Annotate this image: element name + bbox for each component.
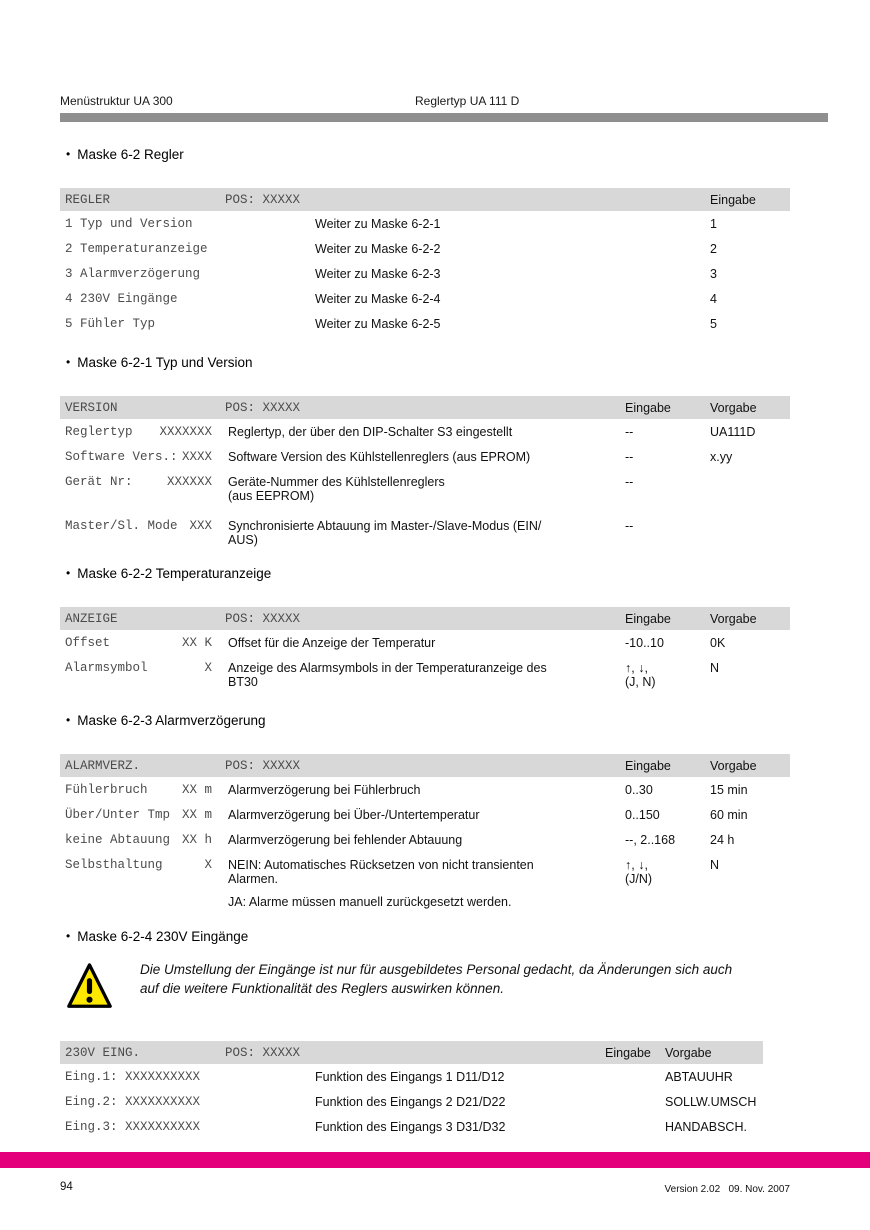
bullet-icon: • bbox=[66, 713, 71, 727]
col-vorgabe-header: Vorgabe bbox=[710, 758, 757, 773]
cell-eingabe: 3 bbox=[710, 267, 717, 281]
bullet-icon: • bbox=[66, 147, 71, 161]
row-description: Reglertyp, der über den DIP-Schalter S3 eingestellt bbox=[228, 425, 513, 439]
row-value: XXXXXXX bbox=[159, 425, 212, 439]
cell-vorgabe: UA111D bbox=[710, 425, 756, 439]
table-title: ALARMVERZ. bbox=[65, 758, 141, 773]
col-vorgabe-header: Vorgabe bbox=[665, 1045, 712, 1060]
row-description: Weiter zu Maske 6-2-3 bbox=[315, 267, 441, 281]
row-label: keine Abtauung bbox=[65, 833, 171, 847]
row-description: Weiter zu Maske 6-2-2 bbox=[315, 242, 441, 256]
row-label: Master/Sl. Mode bbox=[65, 519, 178, 533]
header-right-title: Reglertyp UA 111 D bbox=[415, 94, 520, 108]
pos-field: POS: XXXXX bbox=[225, 611, 301, 626]
cell-vorgabe: HANDABSCH. bbox=[665, 1120, 747, 1134]
row-label: 5 Fühler Typ bbox=[65, 317, 156, 331]
bullet-icon: • bbox=[66, 929, 71, 943]
header-left-title: Menüstruktur UA 300 bbox=[60, 94, 173, 108]
table-row bbox=[60, 311, 790, 336]
row-value: X bbox=[204, 661, 212, 675]
row-value: X bbox=[204, 858, 212, 872]
row-label: Reglertyp bbox=[65, 425, 133, 439]
section-title-maske-6-2-4: • Maske 6-2-4 230V Eingänge bbox=[66, 929, 249, 944]
table-regler bbox=[60, 188, 790, 336]
row-value: XX K bbox=[181, 636, 212, 650]
bullet-icon: • bbox=[66, 566, 71, 580]
page-number: 94 bbox=[60, 1181, 73, 1193]
cell-eingabe: -- bbox=[625, 450, 634, 464]
row-description: Funktion des Eingangs 3 D31/D32 bbox=[315, 1120, 506, 1134]
table-row bbox=[60, 261, 790, 286]
cell-eingabe: -10..10 bbox=[625, 636, 664, 650]
table-row bbox=[60, 1114, 763, 1139]
cell-eingabe: (J/N) bbox=[625, 872, 653, 886]
pos-field: POS: XXXXX bbox=[225, 192, 301, 207]
bullet-icon: • bbox=[66, 355, 71, 369]
table-row bbox=[60, 236, 790, 261]
row-description: BT30 bbox=[228, 675, 258, 689]
col-eingabe-header: Eingabe bbox=[710, 192, 756, 207]
row-description: Funktion des Eingangs 1 D11/D12 bbox=[315, 1070, 505, 1084]
table-row bbox=[60, 1089, 763, 1114]
cell-eingabe: 4 bbox=[710, 292, 717, 306]
table-header-row bbox=[60, 396, 790, 419]
table-row bbox=[60, 1064, 763, 1089]
row-label: Gerät Nr: bbox=[65, 475, 133, 489]
row-description: Alarmverzögerung bei fehlender Abtauung bbox=[228, 833, 463, 847]
cell-eingabe: ↑, ↓, bbox=[625, 858, 648, 872]
cell-vorgabe: x.yy bbox=[710, 450, 733, 464]
cell-eingabe: (J, N) bbox=[625, 675, 656, 689]
table-row bbox=[60, 827, 790, 852]
warning-note-line: auf die weitere Funktionalität des Reglers auswirken können. bbox=[140, 981, 504, 996]
row-value: XXXXXX bbox=[166, 475, 212, 489]
row-label: 4 230V Eingänge bbox=[65, 292, 178, 306]
row-label: Eing.1: XXXXXXXXXX bbox=[65, 1070, 201, 1084]
table-anzeige bbox=[60, 607, 790, 689]
row-description: Software Version des Kühlstellenreglers (aus EPROM) bbox=[228, 450, 531, 464]
table-row bbox=[60, 777, 790, 802]
row-description: Weiter zu Maske 6-2-1 bbox=[315, 217, 441, 231]
col-vorgabe-header: Vorgabe bbox=[710, 400, 757, 415]
cell-eingabe: 0..150 bbox=[625, 808, 660, 822]
cell-vorgabe: SOLLW.UMSCH bbox=[665, 1095, 757, 1109]
cell-vorgabe: ABTAUUHR bbox=[665, 1070, 733, 1084]
row-description: NEIN: Automatisches Rücksetzen von nicht transienten bbox=[228, 858, 534, 872]
cell-eingabe: -- bbox=[625, 475, 634, 489]
section-title-maske-6-2: • Maske 6-2 Regler bbox=[66, 147, 184, 162]
row-description: Funktion des Eingangs 2 D21/D22 bbox=[315, 1095, 506, 1109]
footer-accent-bar bbox=[0, 1152, 870, 1168]
row-label: Alarmsymbol bbox=[65, 661, 148, 675]
table-version bbox=[60, 396, 790, 547]
section-title-maske-6-2-1: • Maske 6-2-1 Typ und Version bbox=[66, 355, 253, 370]
table-row bbox=[60, 211, 790, 236]
row-description: Synchronisierte Abtauung im Master-/Slave-Modus (EIN/ bbox=[228, 519, 542, 533]
warning-triangle-icon bbox=[66, 961, 113, 1013]
cell-eingabe: -- bbox=[625, 425, 634, 439]
row-label: Offset bbox=[65, 636, 111, 650]
cell-eingabe: 0..30 bbox=[625, 783, 653, 797]
header-divider bbox=[60, 113, 828, 122]
table-header-row bbox=[60, 188, 790, 211]
table-row bbox=[60, 630, 790, 655]
table-alarmverz bbox=[60, 754, 790, 909]
row-label: 1 Typ und Version bbox=[65, 217, 193, 231]
table-row bbox=[60, 655, 790, 689]
row-label: Über/Unter Tmp bbox=[65, 808, 171, 822]
section-title-maske-6-2-3: • Maske 6-2-3 Alarmverzögerung bbox=[66, 713, 266, 728]
row-value: XXXX bbox=[181, 450, 212, 464]
table-header-row bbox=[60, 607, 790, 630]
row-description: (aus EEPROM) bbox=[228, 489, 315, 503]
row-description: Alarmverzögerung bei Fühlerbruch bbox=[228, 783, 421, 797]
row-description: Geräte-Nummer des Kühlstellenreglers bbox=[228, 475, 445, 489]
row-value: XXX bbox=[189, 519, 212, 533]
warning-note-line: Die Umstellung der Eingänge ist nur für ausgebildetes Personal gedacht, da Änderungen sich auch bbox=[140, 962, 733, 977]
row-label: Eing.3: XXXXXXXXXX bbox=[65, 1120, 201, 1134]
row-description: Alarmverzögerung bei Über-/Untertemperatur bbox=[228, 808, 480, 822]
cell-vorgabe: N bbox=[710, 661, 720, 675]
table-header-row bbox=[60, 754, 790, 777]
table-row bbox=[60, 419, 790, 444]
row-description: Anzeige des Alarmsymbols in der Temperaturanzeige des bbox=[228, 661, 547, 675]
table-title: VERSION bbox=[65, 400, 118, 415]
cell-eingabe: 2 bbox=[710, 242, 717, 256]
table-header-row bbox=[60, 1041, 763, 1064]
cell-vorgabe: 0K bbox=[710, 636, 726, 650]
col-eingabe-header: Eingabe bbox=[625, 400, 671, 415]
section-title-maske-6-2-2: • Maske 6-2-2 Temperaturanzeige bbox=[66, 566, 272, 581]
row-value: XX m bbox=[181, 808, 212, 822]
table-row bbox=[60, 802, 790, 827]
cell-eingabe: -- bbox=[625, 519, 634, 533]
row-label: Software Vers.: bbox=[65, 450, 178, 464]
col-eingabe-header: Eingabe bbox=[625, 758, 671, 773]
col-eingabe-header: Eingabe bbox=[625, 611, 671, 626]
row-label: Eing.2: XXXXXXXXXX bbox=[65, 1095, 201, 1109]
col-eingabe-header: Eingabe bbox=[605, 1045, 651, 1060]
pos-field: POS: XXXXX bbox=[225, 1045, 301, 1060]
cell-eingabe: ↑, ↓, bbox=[625, 661, 648, 675]
row-value: XX h bbox=[181, 833, 212, 847]
row-description: Weiter zu Maske 6-2-5 bbox=[315, 317, 441, 331]
row-description: Weiter zu Maske 6-2-4 bbox=[315, 292, 441, 306]
pos-field: POS: XXXXX bbox=[225, 758, 301, 773]
cell-vorgabe: 15 min bbox=[710, 783, 748, 797]
row-description: JA: Alarme müssen manuell zurückgesetzt werden. bbox=[228, 895, 512, 909]
row-description: Offset für die Anzeige der Temperatur bbox=[228, 636, 436, 650]
table-title: ANZEIGE bbox=[65, 611, 118, 626]
cell-vorgabe: 24 h bbox=[710, 833, 735, 847]
version-info: Version 2.02 09. Nov. 2007 bbox=[664, 1184, 790, 1195]
row-label: 3 Alarmverzögerung bbox=[65, 267, 201, 281]
row-label: Fühlerbruch bbox=[65, 783, 148, 797]
cell-vorgabe: N bbox=[710, 858, 720, 872]
row-value: XX m bbox=[181, 783, 212, 797]
row-description: Alarmen. bbox=[228, 872, 279, 886]
row-label: Selbsthaltung bbox=[65, 858, 163, 872]
table-row bbox=[60, 286, 790, 311]
cell-eingabe: --, 2..168 bbox=[625, 833, 676, 847]
table-title: REGLER bbox=[65, 192, 111, 207]
table-230v-eing bbox=[60, 1041, 763, 1139]
table-row bbox=[60, 469, 790, 503]
table-row bbox=[60, 444, 790, 469]
col-vorgabe-header: Vorgabe bbox=[710, 611, 757, 626]
cell-vorgabe: 60 min bbox=[710, 808, 748, 822]
warning-note bbox=[140, 960, 795, 998]
table-row bbox=[60, 513, 790, 547]
row-label: 2 Temperaturanzeige bbox=[65, 242, 208, 256]
table-title: 230V EING. bbox=[65, 1045, 141, 1060]
pos-field: POS: XXXXX bbox=[225, 400, 301, 415]
cell-eingabe: 1 bbox=[710, 217, 717, 231]
cell-eingabe: 5 bbox=[710, 317, 717, 331]
table-row bbox=[60, 852, 790, 909]
row-description: AUS) bbox=[228, 533, 258, 547]
